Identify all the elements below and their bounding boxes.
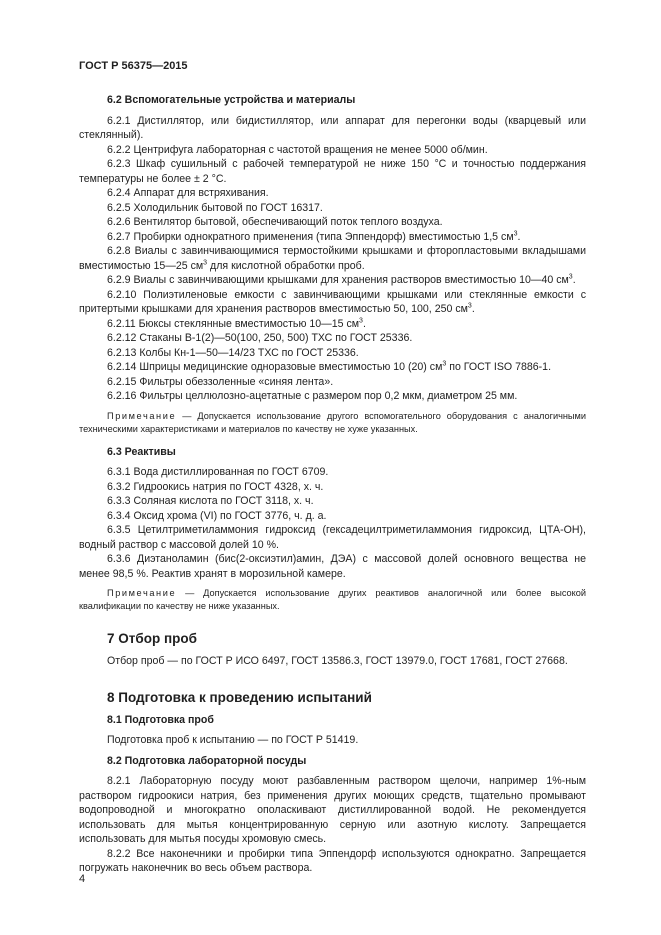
unit-superscript: 3 [359, 316, 363, 324]
item-6-3-4: 6.3.4 Оксид хрома (VI) по ГОСТ 3776, ч. д. а. [107, 509, 327, 522]
unit-superscript: 3 [203, 258, 208, 266]
item-8-2-2: 8.2.2 Все наконечники и пробирки типа Эппендорф используются однократно. Запрещается погружать наконечник во весь объем раствора. [79, 847, 586, 874]
item-8-2-1: 8.2.1 Лабораторную посуду моют разбавленным раствором щелочи, например 1%-ным раствором гидроокиси натрия, без применения других моющих средств, тщательно промывают водопроводной и многократно ополаскивают дистиллированной водой. Не рекомендуется использовать для мытья концентрированную серную или азотную кислоту. Запрещается использовать для мытья посуды хромовую смесь. [79, 775, 586, 845]
item-6-2-9-text: 6.2.9 Виалы с завинчивающими крышками для хранения растворов вместимостью 10—40 см [107, 274, 569, 286]
item-6-2-8-text: 6.2.8 Виалы с завинчивающимися термостойкими крышками и фторопластовыми вкладышами вместимостью 15—25 см [79, 245, 586, 272]
section-7-text: Отбор проб — по ГОСТ Р ИСО 6497, ГОСТ 13586.3, ГОСТ 13979.0, ГОСТ 17681, ГОСТ 27668. [107, 655, 568, 667]
section-6-3-title: 6.3 Реактивы [107, 445, 176, 458]
note-6-3 [79, 587, 586, 613]
item-6-2-1: 6.2.1 Дистиллятор, или бидистиллятор, или аппарат для перегонки воды (кварцевый или стеклянный). [79, 114, 586, 141]
section-7-title: 7 Отбор проб [107, 631, 197, 646]
item-6-2-7: 6.2.7 Пробирки однократного применения (типа Эппендорф) вместимостью 1,5 $см^3$. [107, 229, 521, 243]
item-6-3-1: 6.3.1 Вода дистиллированная по ГОСТ 6709. [107, 466, 329, 478]
item-6-2-2: 6.2.2 Центрифуга лабораторная с частотой вращения не менее 5000 об/мин. [107, 143, 488, 156]
note-label: Примечание [107, 588, 177, 598]
section-8-2-title: 8.2 Подготовка лабораторной посуды [107, 754, 307, 767]
item-6-2-11-text: 6.2.11 Бюксы стеклянные вместимостью 10—15 см [107, 317, 360, 330]
section-8-1-title: 8.1 Подготовка проб [107, 713, 214, 726]
note-text: — Допускается использование другого вспомогательного оборудования с аналогичными техническими характеристиками и материалов по качеству не хуже указанных. [79, 410, 586, 434]
item-6-3-3: 6.3.3 Соляная кислота по ГОСТ 3118, х. ч. [107, 495, 314, 507]
item-6-2-14-tail: по ГОСТ ISO 7886-1. [446, 361, 552, 373]
item-6-2-13: 6.2.13 Колбы Кн-1—50—14/23 ТХС по ГОСТ 25336. [107, 346, 359, 359]
item-6-3-5: 6.3.5 Цетилтриметиламмония гидроксид (гексадецилтриметиламмония гидроксид, ЦТА-ОН), водный раствор с массовой долей 10 %. [79, 524, 586, 551]
note-6-2 [79, 410, 586, 436]
document-body [79, 93, 586, 876]
item-6-2-15: 6.2.15 Фильтры обеззоленные «синяя лента». [107, 375, 334, 388]
item-6-3-6: 6.3.6 Диэтаноламин (бис(2-оксиэтил)амин, ДЭА) с массовой долей основного вещества не менее 98,5 %. Реактив хранят в морозильной камере. [79, 553, 586, 580]
unit-superscript: 3 [513, 229, 518, 237]
item-6-2-9: 6.2.9 Виалы с завинчивающими крышками для хранения растворов вместимостью 10—40 $см^3$. [107, 273, 576, 286]
item-6-2-14-text: 6.2.14 Шприцы медицинские одноразовые вместимостью 10 (20) см [107, 361, 443, 373]
note-label: Примечание [107, 410, 177, 421]
item-6-2-6: 6.2.6 Вентилятор бытовой, обеспечивающий поток теплого воздуха. [107, 216, 443, 228]
item-6-2-7-text: 6.2.7 Пробирки однократного применения (типа Эппендорф) вместимостью 1,5 см [107, 230, 514, 243]
section-8-1-text: Подготовка проб к испытанию — по ГОСТ Р 51419. [107, 734, 359, 746]
document-header: ГОСТ Р 56375—2015 [79, 60, 188, 72]
section-8-title: 8 Подготовка к проведению испытаний [107, 689, 372, 705]
item-6-2-10-text: 6.2.10 Полиэтиленовые емкости с завинчивающими крышками или стеклянные емкости с притертыми крышками для хранения растворов вместимостью 50, 100, 250 см [79, 288, 586, 315]
item-6-2-11: 6.2.11 Бюксы стеклянные вместимостью 10—15 $см^3$. [107, 316, 366, 330]
section-6-2-title: 6.2 Вспомогательные устройства и материалы [107, 94, 356, 106]
item-6-2-10: 6.2.10 Полиэтиленовые емкости с завинчивающими крышками или стеклянные емкости с притертыми крышками для хранения растворов вместимостью 50, 100, 250 $см^3$. [79, 288, 586, 315]
item-6-2-5: 6.2.5 Холодильник бытовой по ГОСТ 16317. [107, 201, 323, 214]
item-6-2-8 [79, 244, 586, 273]
item-6-2-16: 6.2.16 Фильтры целлюлозно-ацетатные с размером пор 0,2 мкм, диаметром 25 мм. [107, 390, 518, 402]
unit-superscript: 3 [467, 302, 472, 310]
item-6-2-4: 6.2.4 Аппарат для встряхивания. [107, 187, 269, 199]
unit-superscript: 3 [442, 360, 447, 368]
unit-superscript: 3 [568, 273, 573, 281]
item-6-2-12: 6.2.12 Стаканы В-1(2)—50(100, 250, 500) ТХС по ГОСТ 25336. [107, 332, 413, 344]
item-6-2-3: 6.2.3 Шкаф сушильный с рабочей температурой не ниже 150 °С и точностью поддержания температуры не более ± 2 °С. [79, 158, 586, 185]
page-number: 4 [79, 873, 86, 885]
item-6-2-14 [79, 360, 586, 375]
item-6-3-2: 6.3.2 Гидроокись натрия по ГОСТ 4328, х. ч. [107, 480, 324, 493]
item-6-2-8-tail: для кислотной обработки проб. [207, 259, 365, 272]
note-text: — Допускается использование других реактивов аналогичной или более высокой квалификации по качеству не ниже указанных. [79, 588, 586, 611]
